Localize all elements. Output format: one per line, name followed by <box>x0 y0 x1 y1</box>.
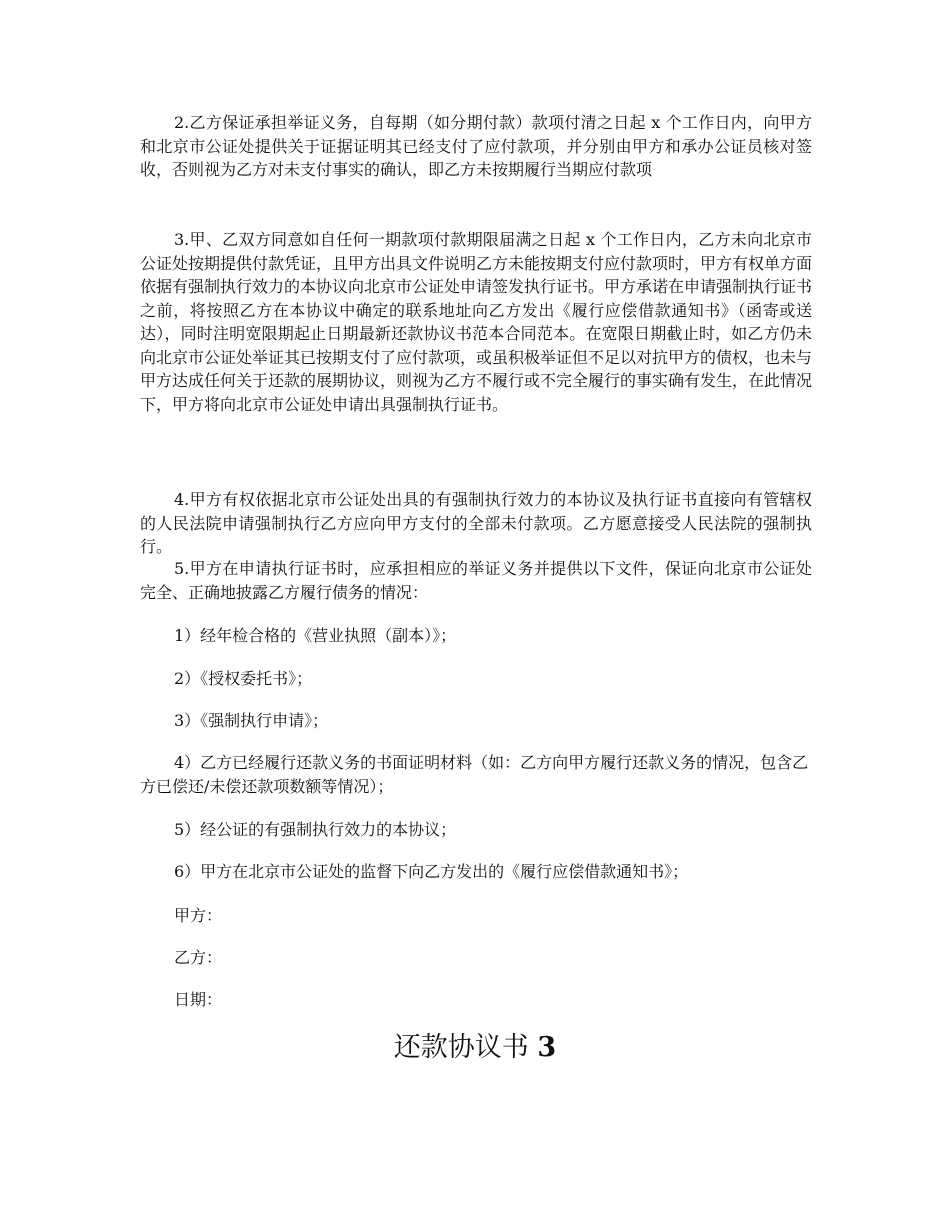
party-b-signature-label: 乙方： <box>174 948 223 967</box>
heading-number: 3 <box>537 1032 557 1063</box>
paragraph-2: 2.乙方保证承担举证义务，自每期（如分期付款）款项付清之日起 x 个工作日内，向甲方和北京市公证处提供关于证据证明其已经支付了应付款项，并分别由甲方和承办公证员核对签收，否则视为乙方对未支付事实的确认，即乙方未按期履行当期应付款项 <box>140 113 812 179</box>
date-signature-label: 日期： <box>174 990 223 1009</box>
list-item-6: 6）甲方在北京市公证处的监督下向乙方发出的《履行应偿借款通知书》； <box>174 862 689 881</box>
heading-text: 还款协议书 <box>393 1032 529 1063</box>
section-heading <box>0 1030 950 1066</box>
list-item-2: 2）《授权委托书》； <box>174 669 313 688</box>
list-item-4: 4）乙方已经履行还款义务的书面证明材料（如：乙方向甲方履行还款义务的情况，包含乙方已偿还/未偿还款项数额等情况）； <box>140 753 809 796</box>
list-item-3: 3）《强制执行申请》； <box>174 711 329 730</box>
paragraph-3: 3.甲、乙双方同意如自任何一期款项付款期限届满之日起 x 个工作日内，乙方未向北京市公证处按期提供付款凭证，且甲方出具文件说明乙方未能按期支付应付款项时，甲方有权单方面依据有强制执行效力的本协议向北京市公证处申请签发执行证书。甲方承诺在申请强制执行证书之前，将按照乙方在本协议中确定的联系地址向乙方发出《履行应偿借款通知书》（函寄或送达），同时注明宽限期起止日期最新还款协议书范本合同范本。在宽限日期截止时，如乙方仍未向北京市公证处举证其已按期支付了应付款项，或虽积极举证但不足以对抗甲方的债权，也未与甲方达成任何关于还款的展期协议，则视为乙方不履行或不完全履行的事实确有发生，在此情况下，甲方将向北京市公证处申请出具强制执行证书。 <box>140 230 813 414</box>
party-a-signature-label: 甲方： <box>174 906 223 925</box>
paragraph-4: 4.甲方有权依据北京市公证处出具的有强制执行效力的本协议及执行证书直接向有管辖权的人民法院申请强制执行乙方应向甲方支付的全部未付款项。乙方愿意接受人民法院的强制执行。 <box>140 490 812 556</box>
list-item-1: 1）经年检合格的《营业执照（副本）》； <box>174 626 457 645</box>
list-item-5: 5）经公证的有强制执行效力的本协议； <box>174 820 457 839</box>
paragraph-5: 5.甲方在申请执行证书时，应承担相应的举证义务并提供以下文件，保证向北京市公证处完全、正确地披露乙方履行债务的情况： <box>140 559 812 602</box>
